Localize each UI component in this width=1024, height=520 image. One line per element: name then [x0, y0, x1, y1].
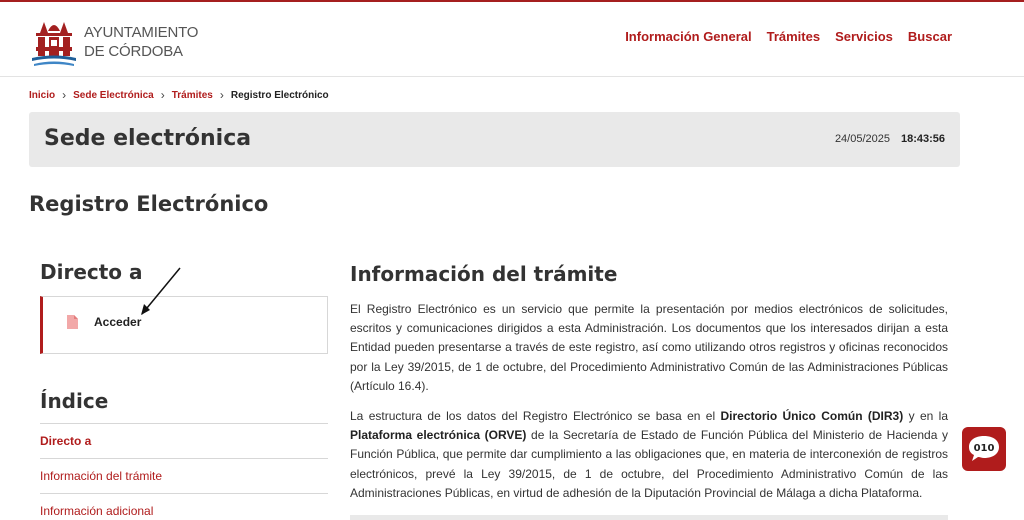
nav-servicios[interactable]: Servicios: [835, 29, 893, 44]
page-title: Registro Electrónico: [29, 192, 269, 216]
logo-line-1: AYUNTAMIENTO: [84, 24, 199, 41]
index-list: [40, 423, 328, 520]
lower-info-box: [350, 515, 948, 520]
site-logo[interactable]: [30, 13, 199, 71]
description-paragraph: El Registro Electrónico es un servicio que permite la presentación por medios electrónicos de solicitudes, escritos y comunicaciones dirigidos a esta Administración. Los documentos que los interesados dirijan a esta Entidad pueden presentarse a través de este registro, así como utilizando otros registros y oficinas reconocidos por la Ley 39/2015, de 1 de octubre, del Procedimiento Administrativo Común de las Administraciones Públicas (Artículo 16.4).: [350, 302, 948, 393]
index-item: [40, 424, 328, 459]
help-010-button[interactable]: [962, 427, 1006, 471]
structure-text-intro: La estructura de los datos del Registro Electrónico se basa en el: [350, 409, 721, 423]
main-navigation: [625, 29, 952, 44]
breadcrumb-separator: ›: [160, 88, 165, 102]
site-header: [0, 2, 1024, 77]
banner-title: Sede electrónica: [44, 126, 252, 151]
city-emblem-icon: [30, 14, 78, 70]
index-item: [40, 494, 328, 520]
direct-access-card: [40, 296, 328, 354]
acceder-label: Acceder: [94, 315, 142, 329]
breadcrumb-current: Registro Electrónico: [230, 89, 329, 101]
index-heading: Índice: [40, 389, 109, 413]
banner-time: 18:43:56: [900, 133, 945, 145]
arrow-annotation-icon: [138, 266, 183, 318]
badge-label: 010: [973, 443, 995, 454]
structure-text-mid: y en la: [903, 409, 948, 423]
acceder-link[interactable]: [67, 315, 141, 329]
speech-bubble-icon: [962, 427, 1006, 471]
structure-paragraph: [350, 407, 948, 503]
breadcrumb-inicio[interactable]: Inicio: [29, 89, 56, 101]
nav-informacion-general[interactable]: Información General: [625, 29, 752, 44]
index-item: [40, 459, 328, 494]
banner-date: 24/05/2025: [834, 133, 890, 145]
index-link-directo-a[interactable]: Directo a: [40, 434, 92, 448]
logo-line-2: DE CÓRDOBA: [84, 43, 183, 60]
direct-heading: Directo a: [40, 260, 143, 284]
content-heading: Información del trámite: [350, 262, 618, 286]
breadcrumb: [29, 88, 329, 102]
logo-text: [84, 23, 198, 61]
index-link-informacion-tramite[interactable]: Información del trámite: [40, 469, 163, 483]
orve-term: Plataforma electrónica (ORVE): [350, 428, 527, 443]
index-link-informacion-adicional[interactable]: Información adicional: [40, 504, 154, 518]
dir3-term: Directorio Único Común (DIR3): [720, 409, 904, 423]
structure-text-outro: de la Secretaría de Estado de Función Pública del Ministerio de Hacienda y Función Pública, que permite dar cumplimiento a las obligaciones que, en materia de interconexión de registros electrónicos, prevé la Ley 39/2015, de 1 de octubre, del Procedimiento Administrativo Común de las Administraciones Públicas, en virtud de adhesión de la Diputación Provincial de Málaga a dicha Plataforma.: [350, 428, 948, 500]
nav-tramites[interactable]: Trámites: [766, 29, 821, 44]
breadcrumb-tramites[interactable]: Trámites: [171, 89, 213, 101]
breadcrumb-separator: ›: [62, 88, 67, 102]
nav-buscar[interactable]: Buscar: [907, 29, 952, 44]
breadcrumb-sede-electronica[interactable]: Sede Electrónica: [73, 89, 154, 101]
sede-banner: [29, 112, 960, 167]
breadcrumb-separator: ›: [219, 88, 224, 102]
document-icon: [67, 315, 78, 329]
